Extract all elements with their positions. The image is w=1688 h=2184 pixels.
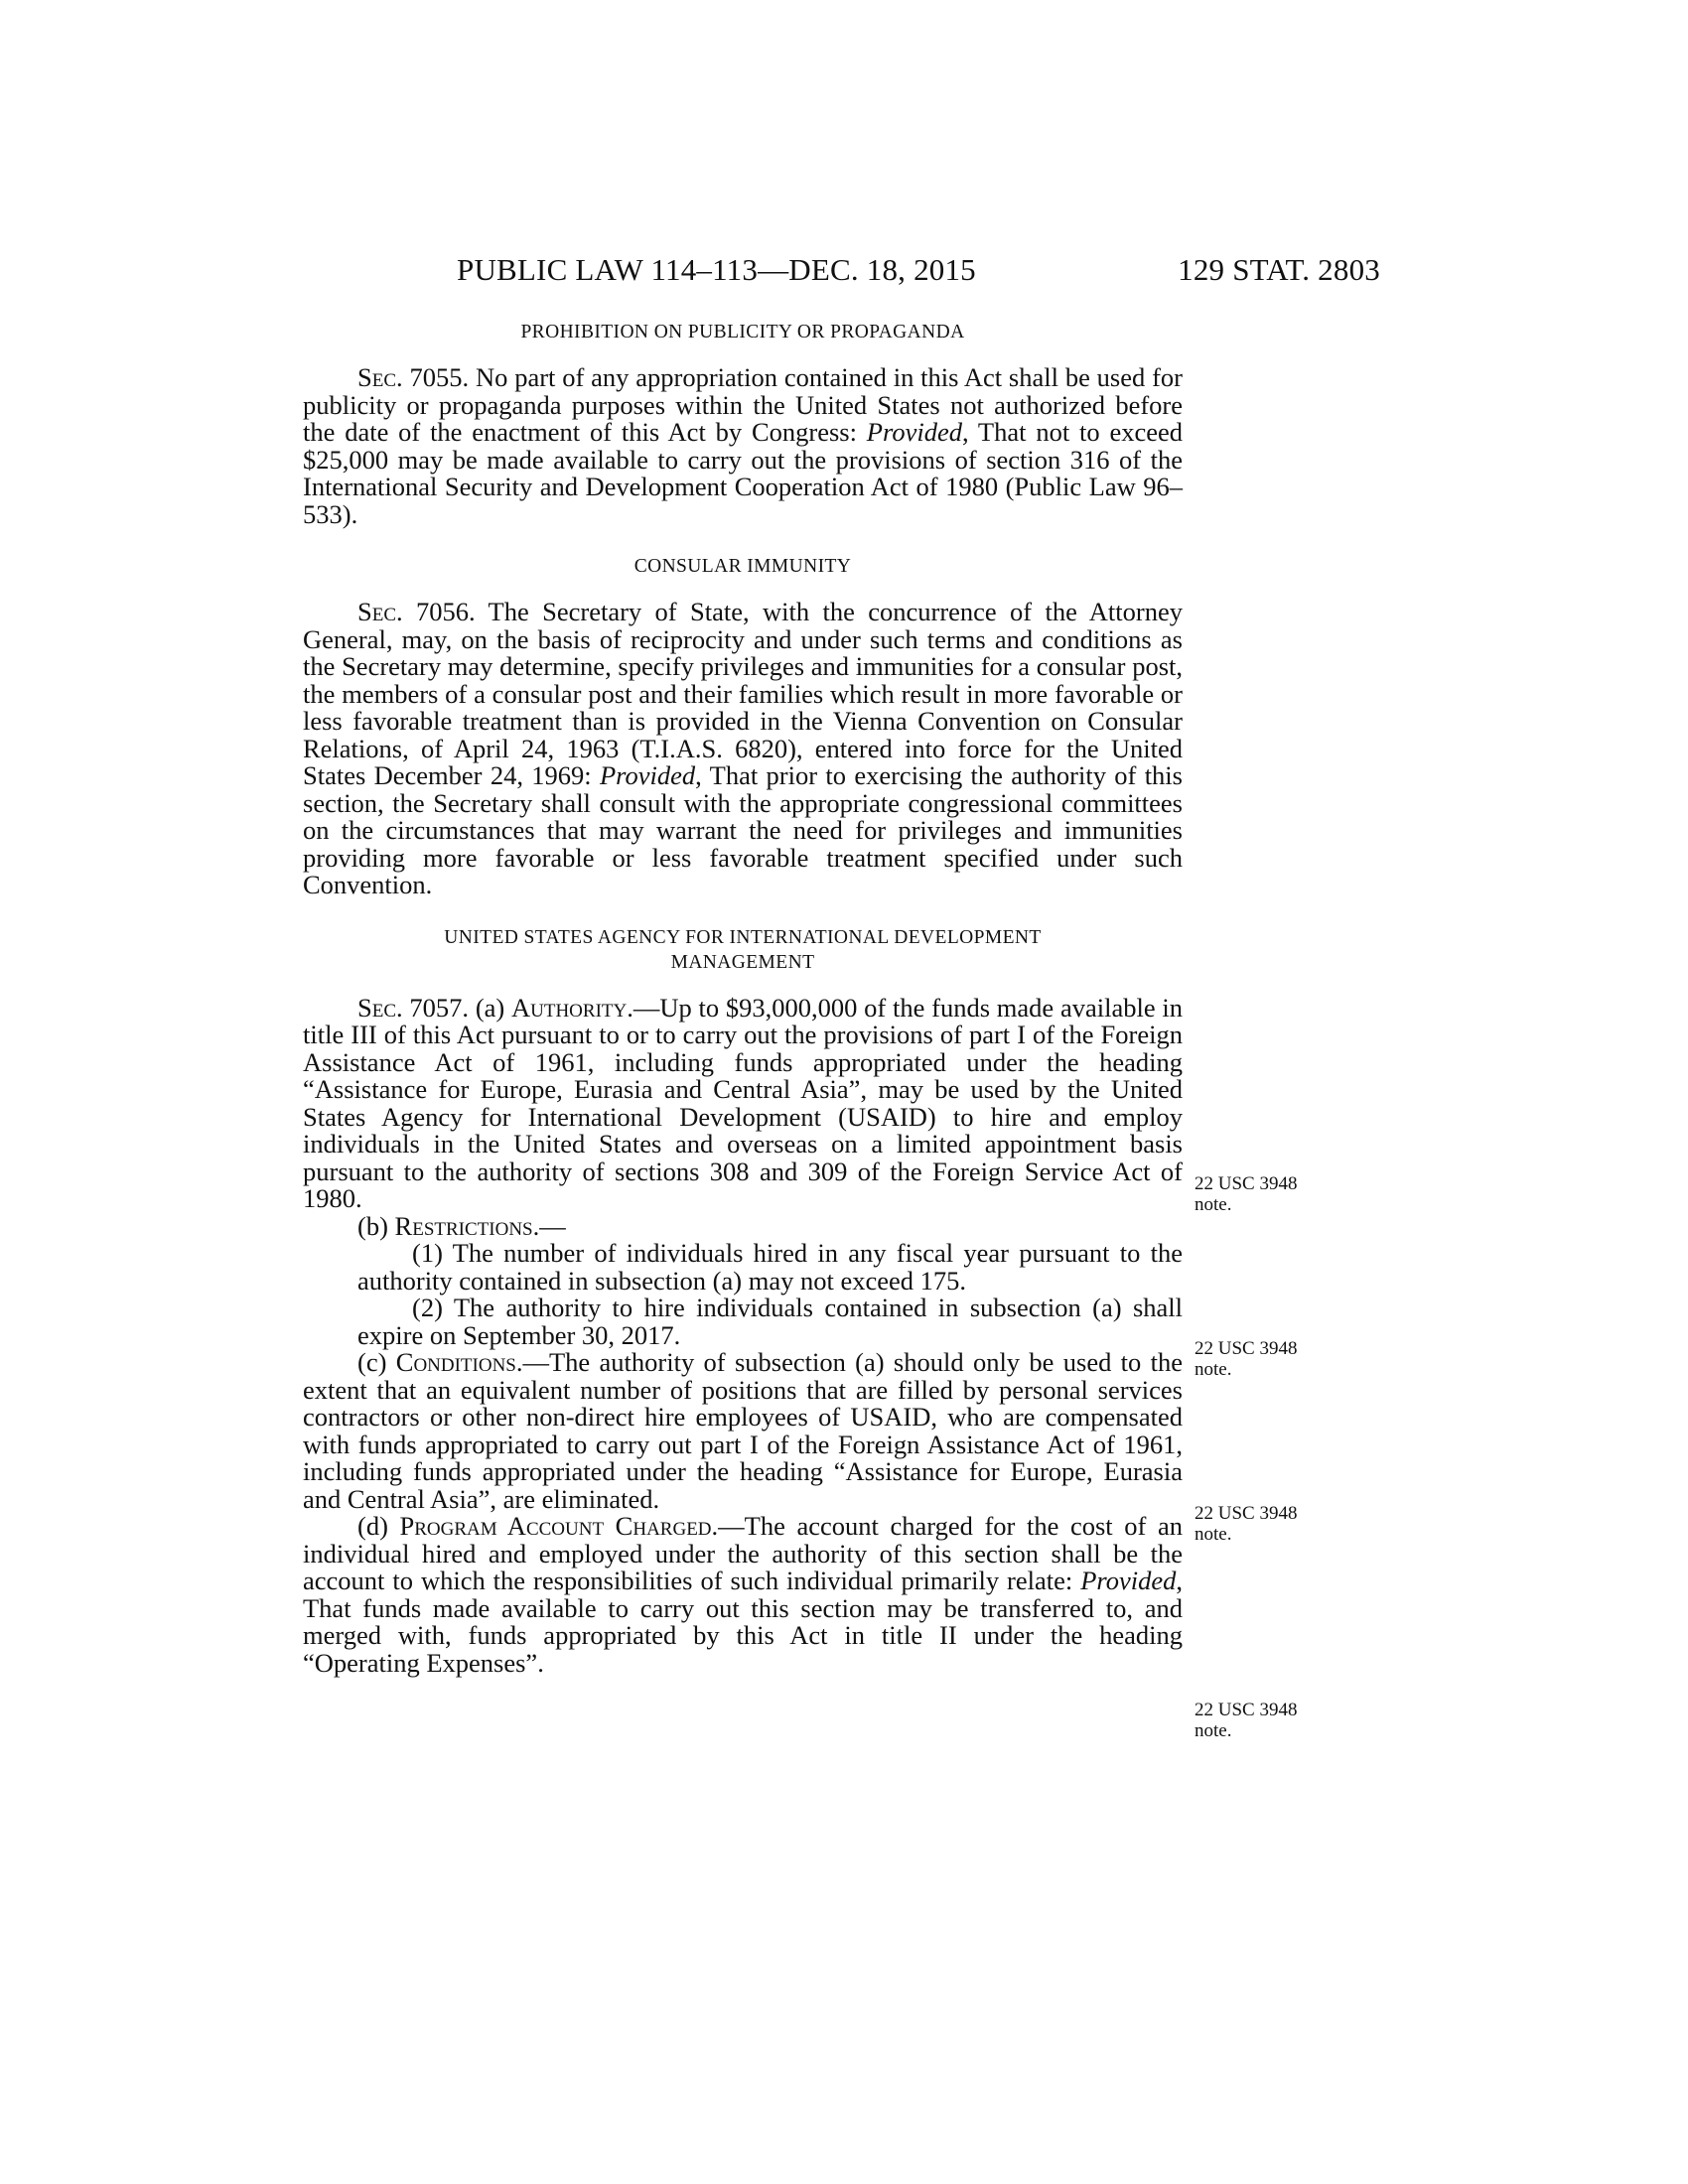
section-7057-subsection-c <box>303 1349 1183 1513</box>
section-7055-text-a: 7055. No part of any appropriation contained in this Act shall be used for publicity or propaganda purposes within the United States not authorized before the date of the enactment of this Act by Congress: <box>303 362 1183 447</box>
margin-note-citation: 22 USC 3948 <box>1195 1700 1298 1720</box>
provided-term: Provided <box>1080 1566 1177 1595</box>
provided-term: Provided <box>600 760 696 790</box>
section-7057-subsection-d <box>303 1513 1183 1677</box>
document-body <box>303 320 1183 1677</box>
margin-note-label: note. <box>1195 1524 1232 1545</box>
subsection-d-text-b: , That funds made available to carry out this section may be transferred to, and merged with, funds appropriated by this Act in title II under the heading “Operating Expenses”. <box>303 1566 1183 1678</box>
subsection-a-number: 7057. (a) <box>402 992 511 1023</box>
section-7056-text <box>303 599 1183 899</box>
margin-note-label: note. <box>1195 1359 1232 1380</box>
header-law-citation: PUBLIC LAW 114–113—DEC. 18, 2015 <box>457 252 976 287</box>
subsection-b-title: Restrictions <box>394 1210 533 1241</box>
section-7056-heading: CONSULAR IMMUNITY <box>633 556 852 577</box>
sec-label: Sec. <box>357 992 403 1023</box>
margin-note-label: note. <box>1195 1720 1232 1741</box>
subsection-a-text: .—Up to $93,000,000 of the funds made available in title III of this Act pursuant to or to carry out the provisions of part I of the Foreign Assistance Act of 1961, including funds appropriated under the heading “Assistance for Europe, Eurasia and Central Asia”, may be used by the United States Agency for International Development (USAID) to hire and employ individuals in the United States and overseas on a limited appointment basis pursuant to the authority of sections 308 and 309 of the Foreign Service Act of 1980. <box>303 992 1183 1213</box>
section-7057-paragraph-b1: (1) The number of individuals hired in any fiscal year pursuant to the authority contained in subsection (a) may not exceed 175. <box>357 1238 1183 1296</box>
margin-note-citation: 22 USC 3948 <box>1195 1173 1298 1194</box>
sec-label: Sec. <box>357 597 403 626</box>
running-header <box>457 252 1380 292</box>
section-7057-heading-line1: UNITED STATES AGENCY FOR INTERNATIONAL DEVELOPMENT <box>444 926 1042 948</box>
subsection-c-text: .—The authority of subsection (a) should only be used to the extent that an equivalent number of positions that are filled by personal services contractors or other non-direct hire employees of USAID, who are compensated with funds appropriated to carry out part I of the Foreign Assistance Act of 1961, including funds appropriated under the heading “Assistance for Europe, Eurasia and Central Asia”, are eliminated. <box>303 1347 1183 1514</box>
section-7056-text-a: 7056. The Secretary of State, with the concurrence of the Attorney General, may, on the basis of reciprocity and under such terms and conditions as the Secretary may determine, specify privileges and immunities for a consular post, the members of a consular post and their families which result in more favorable or less favorable treatment than is provided in the Vienna Convention on Consular Relations, of April 24, 1963 (T.I.A.S. 6820), entered into force for the United States December 24, 1969: <box>303 597 1183 790</box>
section-7055-heading: PROHIBITION ON PUBLICITY OR PROPAGANDA <box>520 322 965 342</box>
subsection-d-title: Program Account Charged <box>399 1511 712 1541</box>
header-stat-page: 129 STAT. 2803 <box>1178 252 1380 287</box>
section-7055-text-b: , That not to exceed $25,000 may be made available to carry out the provisions of section 316 of the International Security and Development Cooperation Act of 1980 (Public Law 96–533). <box>303 417 1183 529</box>
margin-note-subsection-c <box>1195 1503 1353 1545</box>
section-7057-subsection-a <box>303 992 1183 1213</box>
margin-note-subsection-b <box>1195 1338 1353 1380</box>
margin-note-citation: 22 USC 3948 <box>1195 1338 1298 1359</box>
subsection-c-number: (c) <box>357 1347 396 1377</box>
section-7055-text <box>303 364 1183 528</box>
subsection-d-number: (d) <box>357 1511 400 1541</box>
sec-label: Sec. <box>357 362 403 392</box>
margin-note-subsection-a <box>1195 1173 1353 1215</box>
margin-note-subsection-d <box>1195 1700 1353 1741</box>
subsection-b-number: (b) <box>357 1210 395 1241</box>
subsection-a-title: Authority <box>511 992 628 1023</box>
subsection-b-text: .— <box>532 1210 566 1241</box>
margin-note-label: note. <box>1195 1194 1232 1215</box>
section-7057-heading-line2: MANAGEMENT <box>670 951 815 973</box>
subsection-c-title: Conditions <box>395 1347 516 1377</box>
section-7057-subsection-b <box>303 1210 1183 1241</box>
provided-term: Provided <box>866 417 962 447</box>
section-7057-paragraph-b2: (2) The authority to hire individuals contained in subsection (a) shall expire on September 30, 2017. <box>357 1293 1183 1350</box>
subsection-d-text-a: .—The account charged for the cost of an individual hired and employed under the authority of this section shall be the account to which the responsibilities of such individual primarily relate: <box>303 1511 1183 1595</box>
section-7056-text-b: , That prior to exercising the authority of this section, the Secretary shall consult with the appropriate congressional committees on the circumstances that may warrant the need for privileges and immunities providing more favorable or less favorable treatment specified under such Convention. <box>303 760 1183 899</box>
margin-note-citation: 22 USC 3948 <box>1195 1503 1298 1524</box>
